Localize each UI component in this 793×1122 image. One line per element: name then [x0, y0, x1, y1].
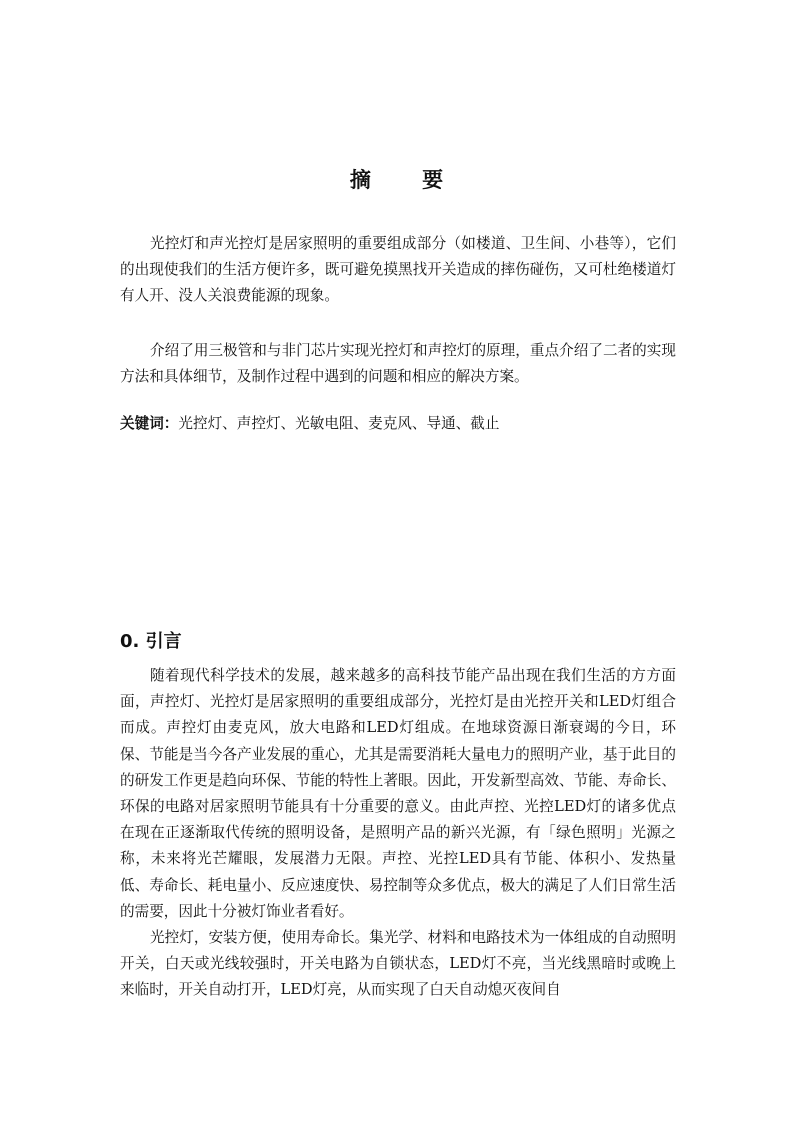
abstract-title: 摘 要 [349, 168, 466, 192]
introduction-paragraph-2: 光控灯，安装方便，使用寿命长。集光学、材料和电路技术为一体组成的自动照明开关，白天或光线较强时，开关电路为自锁状态，LED灯不亮，当光线黑暗时或晚上来临时，开关自动打开，LED灯亮，从而实现了白天自动熄灭夜间自 [120, 929, 676, 999]
abstract-paragraph-2: 介绍了用三极管和与非门芯片实现光控灯和声控灯的原理，重点介绍了二者的实现方法和具体细节，及制作过程中遇到的问题和相应的解决方案。 [120, 342, 676, 385]
keywords-list: 光控灯、声控灯、光敏电阻、麦克风、导通、截止 [178, 415, 500, 432]
introduction-paragraph-1: 随着现代科学技术的发展，越来越多的高科技节能产品出现在我们生活的方方面面，声控灯、光控灯是居家照明的重要组成部分，光控灯是由光控开关和LED灯组合而成。声控灯由麦克风，放大电路和LED灯组成。在地球资源日渐衰竭的今日，环保、节能是当今各产业发展的重心，尤其是需要消耗大量电力的照明产业，基于此目的的研发工作更是趋向环保、节能的特性上著眼。因此，开发新型高效、节能、寿命长、环保的电路对居家照明节能具有十分重要的意义。由此声控、光控LED灯的诸多优点在现在正逐渐取代传统的照明设备，是照明产品的新兴光源，有「绿色照明」光源之称，未来将光芒耀眼，发展潜力无限。声控、光控LED具有节能、体积小、发热量低、寿命长、耗电量小、反应速度快、易控制等众多优点，极大的满足了人们日常生活的需要，因此十分被灯饰业者看好。 [120, 667, 676, 920]
introduction-body [120, 663, 676, 1004]
introduction-heading: 0. 引言 [120, 631, 182, 652]
keywords-line [120, 411, 676, 437]
keywords-label: 关键词： [120, 415, 179, 432]
abstract-paragraph-1: 光控灯和声光控灯是居家照明的重要组成部分（如楼道、卫生间、小巷等），它们的出现使我们的生活方便许多，既可避免摸黑找开关造成的摔伤碰伤，又可杜绝楼道灯有人开、没人关浪费能源的现象。 [120, 235, 676, 304]
